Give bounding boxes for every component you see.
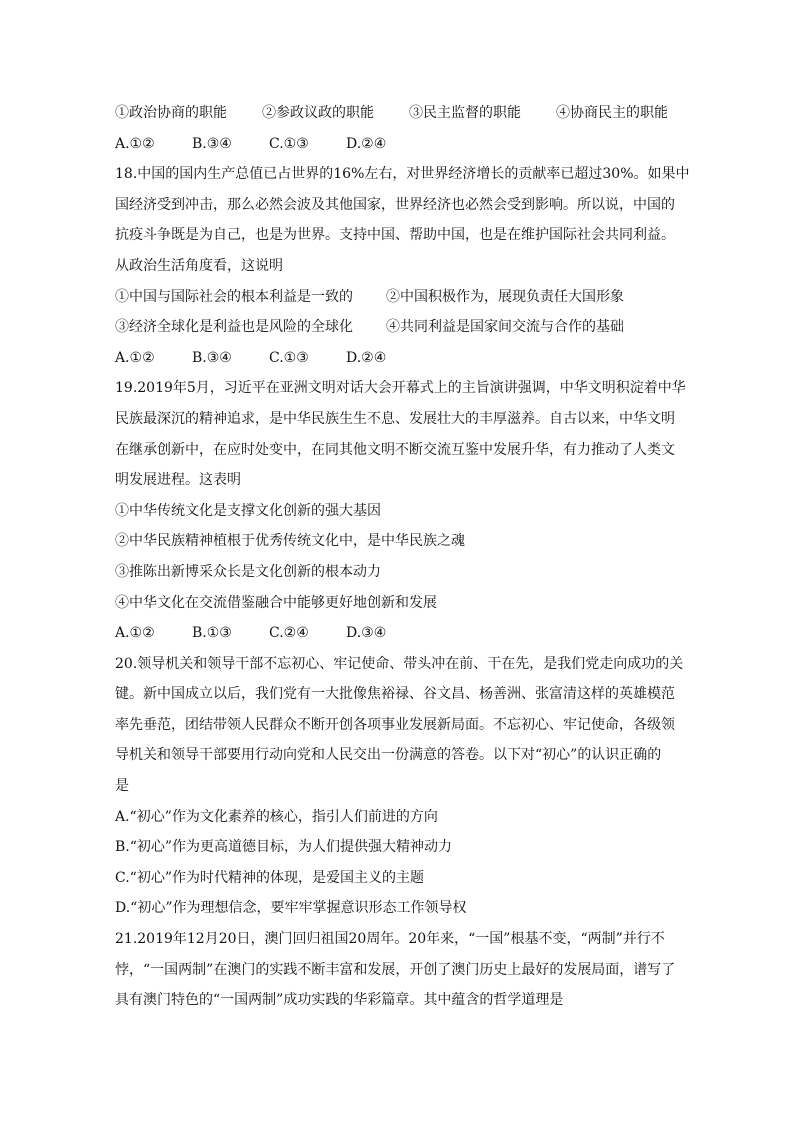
q20-stem-line: 率先垂范，团结带领人民群众不断开创各项事业发展新局面。不忘初心、牢记使命，各级领: [115, 716, 675, 733]
q19-answer-b: B.①③: [192, 625, 232, 642]
q20-option-a: A.“初心”作为文化素养的核心，指引人们前进的方向: [115, 808, 438, 825]
q20-option-b: B.“初心”作为更高道德目标，为人们提供强大精神动力: [115, 839, 453, 856]
exam-page: [115, 98, 690, 1016]
q19-option-4: ④中华文化在交流借鉴融合中能够更好地创新和发展: [115, 594, 437, 611]
q20-stem-line: 键。新中国成立以后，我们党有一大批像焦裕禄、谷文昌、杨善洲、张富清这样的英雄模范: [115, 686, 675, 703]
q18-stem-line: 国经济受到冲击，那么必然会波及其他国家，世界经济也必然会受到影响。所以说，中国的: [115, 196, 675, 213]
q18-options-row-1: [115, 282, 685, 313]
q19-answers: [115, 618, 685, 649]
q17-option-4: ④协商民主的职能: [556, 105, 668, 121]
q18-option-2: ②中国积极作为，展现负责任大国形象: [386, 288, 624, 305]
q18-option-4: ④共同利益是国家间交流与合作的基础: [386, 319, 624, 336]
q17-options: [115, 98, 685, 129]
q21-stem-line: 21.2019年12月20日，澳门回归祖国20周年。20年来，“一国”根基不变，“两制”并行不: [115, 931, 665, 948]
q18-answer-a: A.①②: [115, 349, 155, 366]
q18-answer-b: B.③④: [192, 349, 232, 366]
q19-answer-a: A.①②: [115, 625, 155, 642]
q17-answer-c: C.①③: [269, 135, 309, 152]
q17-option-3: ③民主监督的职能: [409, 105, 521, 121]
q20-stem: [115, 649, 685, 802]
q19-option-1: ①中华传统文化是支撑文化创新的强大基因: [115, 502, 381, 519]
q19-option-3: ③推陈出新博采众长是文化创新的根本动力: [115, 563, 381, 580]
q18-option-1: ①中国与国际社会的根本利益是一致的: [115, 288, 353, 305]
q19-stem-line: 19.2019年5月，习近平在亚洲文明对话大会开幕式上的主旨演讲强调，中华文明积淀着中华: [115, 380, 686, 397]
q18-stem-line: 18.中国的国内生产总值已占世界的16%左右，对世界经济增长的贡献率已超过30%。如果中: [115, 166, 690, 183]
q18-stem-line: 抗疫斗争既是为自己，也是为世界。支持中国、帮助中国，也是在维护国际社会共同利益。: [115, 227, 675, 244]
q19-stem-line: 明发展进程。这表明: [115, 472, 241, 489]
q20-stem-line: 是: [115, 778, 129, 795]
q18-stem-line: 从政治生活角度看，这说明: [115, 257, 283, 274]
q19-option-2: ②中华民族精神植根于优秀传统文化中，是中华民族之魂: [115, 533, 465, 550]
q18-option-3: ③经济全球化是利益也是风险的全球化: [115, 319, 353, 336]
q17-answer-a: A.①②: [115, 135, 155, 152]
q18-options-row-2: [115, 312, 685, 343]
q18-answer-d: D.②④: [346, 349, 387, 366]
q17-answers: [115, 129, 685, 160]
q21-stem: [115, 924, 685, 1016]
q17-answer-d: D.②④: [346, 135, 387, 152]
q20-stem-line: 导机关和领导干部要用行动向党和人民交出一份满意的答卷。以下对“初心”的认识正确的: [115, 747, 662, 764]
q17-option-1: ①政治协商的职能: [115, 105, 227, 121]
q19-stem: [115, 373, 685, 495]
q20-option-d: D.“初心”作为理想信念，要牢牢掌握意识形态工作领导权: [115, 900, 467, 917]
q21-stem-line: 悖，“一国两制”在澳门的实践不断丰富和发展，开创了澳门历史上最好的发展局面，谱写了: [115, 961, 676, 978]
q18-answer-c: C.①③: [269, 349, 309, 366]
q18-answers: [115, 343, 685, 374]
q20-stem-line: 20.领导机关和领导干部不忘初心、牢记使命、带头冲在前、干在先，是我们党走向成功的关: [115, 655, 684, 672]
q17-option-2: ②参政议政的职能: [262, 105, 374, 121]
q18-stem: [115, 159, 690, 281]
q19-answer-c: C.②④: [269, 625, 309, 642]
q20-option-c: C.“初心”作为时代精神的体现，是爱国主义的主题: [115, 869, 424, 886]
q17-answer-b: B.③④: [192, 135, 232, 152]
q19-answer-d: D.③④: [346, 625, 387, 642]
q21-stem-line: 具有澳门特色的“一国两制”成功实践的华彩篇章。其中蕴含的哲学道理是: [115, 992, 564, 1009]
q19-stem-line: 在继承创新中，在应时处变中，在同其他文明不断交流互鉴中发展升华，有力推动了人类文: [115, 441, 675, 458]
q19-stem-line: 民族最深沉的精神追求，是中华民族生生不息、发展壮大的丰厚滋养。自古以来，中华文明: [115, 410, 675, 427]
